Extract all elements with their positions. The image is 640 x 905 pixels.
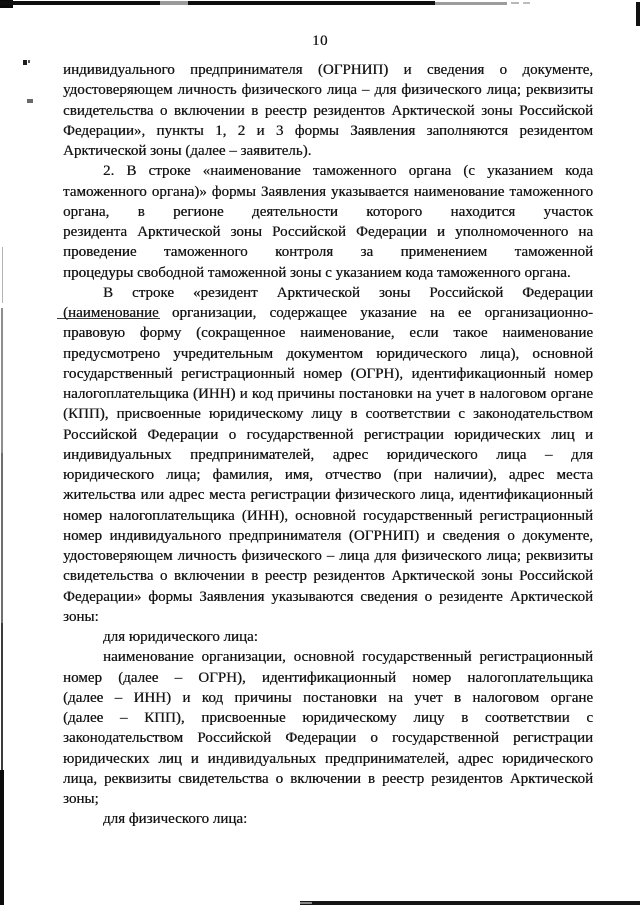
paragraph [63, 283, 593, 627]
text-line: номер индивидуального предпринимателя (ОГРНИП) и сведения о документе, [63, 527, 593, 544]
document-body [63, 60, 593, 830]
text-line: для юридического лица: [103, 629, 258, 645]
text-line: 2. В строке «наименование таможенного органа (с указанием кода [103, 163, 593, 180]
paragraph [63, 60, 593, 161]
text-line: наименование организации, основной государственный регистрационный [103, 649, 593, 666]
text-line: лица, реквизиты свидетельства о включении в реестр резидентов Арктической [63, 770, 593, 787]
text-line: юридических лиц и индивидуальных предпринимателей, адрес юридического [63, 750, 593, 767]
scan-artifact-right-edge-tick [636, 2, 640, 26]
text-line: предусмотрено учредительным документом юридического лица), основной [63, 345, 593, 362]
paragraph [63, 161, 593, 283]
scan-artifact-left-line [0, 770, 4, 905]
text-line: Российской Федерации о государственной регистрации юридических лиц и [63, 426, 593, 443]
text-line: зоны; [63, 791, 99, 807]
text-line: удостоверяющем личность физического – лица для физического лица; реквизиты [63, 548, 593, 564]
scan-artifact-left-line [2, 247, 3, 303]
text-line: органа, в регионе деятельности которого находится участок [63, 203, 593, 220]
scan-artifact-top-bar-gap [160, 1, 188, 5]
scan-artifact-speck [27, 99, 33, 103]
scan-artifact-top-bar-gray [435, 2, 507, 5]
text-line: государственный регистрационный номер (ОГРН), идентификационный номер [63, 365, 593, 382]
text-line: для физического лица: [103, 811, 248, 828]
scan-artifact-top-dash [511, 2, 519, 4]
scan-artifact-left-line [1, 623, 3, 773]
paragraph [63, 809, 593, 829]
text-line: (наименование организации, содержащее указание на ее организационно- [63, 305, 593, 321]
text-line: зоны: [63, 608, 99, 625]
scan-artifact-speck [23, 60, 27, 65]
text-line: таможенного органа)» формы Заявления указывается наименование таможенного [63, 183, 593, 200]
text-line: удостоверяющем личность физического лица – для физического лица; реквизиты [63, 82, 593, 99]
text-line: жительства или адрес места регистрации физического лица, идентификационный [63, 487, 593, 504]
scan-artifact-left-line [1, 453, 3, 623]
scan-artifact-bottom-edge-bar [300, 901, 640, 905]
text-line: (далее – КПП), присвоенные юридическому лицу в соответствии с [63, 710, 593, 726]
text-line: проведение таможенного контроля за применением таможенной [63, 244, 593, 261]
text-line: индивидуальных предпринимателей, адрес юридического лица – для [63, 446, 593, 463]
text-line: законодательством Российской Федерации о государственной регистрации [63, 730, 593, 747]
scan-artifact-bottom-bar-tip [300, 902, 312, 904]
text-line: правовую форму (сокращенное наименование, если такое наименование [63, 325, 593, 342]
text-line: Федерации», пункты 1, 2 и 3 формы Заявления заполняются резидентом [63, 122, 593, 139]
text-line: налогоплательщика (ИНН) и код причины постановки на учет в налоговом органе [63, 386, 593, 402]
text-line: резидента Арктической зоны Российской Федерации и уполномоченного на [63, 224, 593, 240]
scan-artifact-top-edge-bar [0, 1, 435, 5]
text-line: свидетельства о включении в реестр резидентов Арктической зоны Российской [63, 102, 593, 119]
text-line: юридического лица; фамилия, имя, отчество (при наличии), адрес места [63, 467, 593, 483]
text-line: Арктической зоны (далее – заявитель). [63, 143, 312, 159]
scan-artifact-top-dash [523, 2, 530, 4]
text-line: (далее – ИНН) и код причины постановки на учет в налоговом органе [63, 689, 593, 706]
page-number: 10 [312, 33, 328, 49]
scan-artifact-left-line [1, 308, 3, 453]
paragraph [63, 647, 593, 809]
text-line: процедуры свободной таможенной зоны с указанием кода таможенного органа. [63, 264, 571, 281]
text-line: номер налогоплательщика (ИНН), основной государственный регистрационный [63, 507, 593, 524]
text-line: В строке «резидент Арктической зоны Российской Федерации [103, 284, 593, 301]
text-line: свидетельства о включении в реестр резидентов Арктической зоны Российской [63, 568, 593, 585]
text-line: номер (далее – ОГРН), идентификационный номер налогоплательщика [63, 669, 593, 686]
paragraph [63, 627, 593, 647]
text-line: индивидуального предпринимателя (ОГРНИП) и сведения о документе, [63, 62, 593, 78]
text-line: (КПП), присвоенные юридическому лицу в соответствии с законодательством [63, 406, 593, 423]
text-line: Федерации» формы Заявления указываются сведения о резиденте Арктической [63, 588, 593, 605]
